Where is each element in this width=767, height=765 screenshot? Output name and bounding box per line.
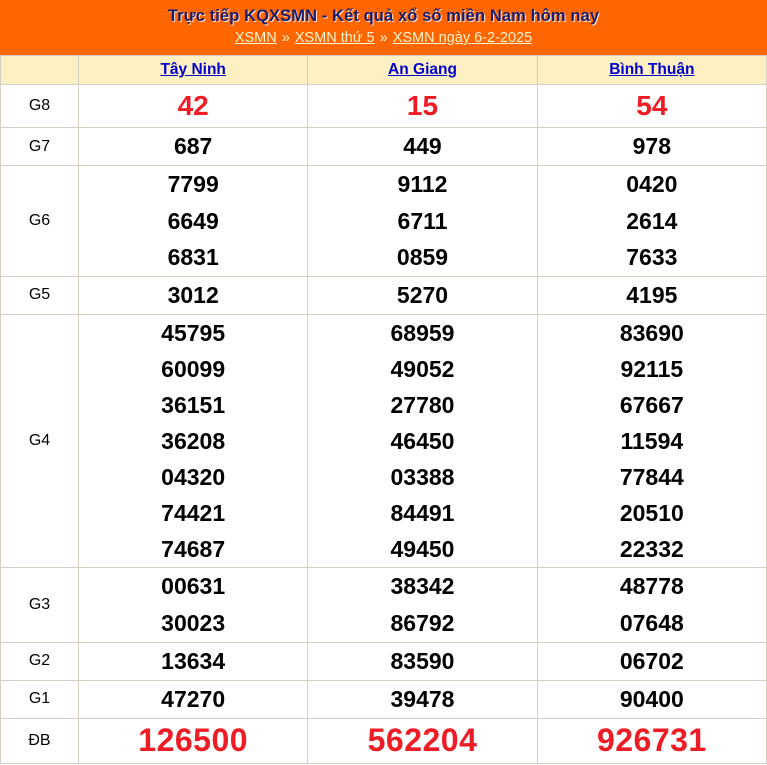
breadcrumb-link-xsmn[interactable]: XSMN [234,30,277,46]
prize-number: 84491 [390,499,455,526]
prize-cell [537,166,766,277]
prize-cell [537,128,766,166]
province-header-row [1,56,767,85]
prize-cell [79,567,308,642]
prize-cell [79,680,308,718]
prize-number: 77844 [619,463,684,490]
prize-cell [79,276,308,314]
prize-number: 978 [632,133,672,160]
corner-cell [1,56,79,85]
prize-number: 74421 [161,499,226,526]
prize-cell [537,567,766,642]
province-link[interactable]: Tây Ninh [160,61,226,78]
prize-number: 49052 [390,355,455,382]
prize-number: 6831 [167,244,219,270]
province-header-cell [308,56,537,85]
prize-number: 4195 [626,281,678,308]
prize-number: 30023 [161,609,226,636]
prize-number: 06702 [619,647,684,674]
prize-label: G6 [1,166,79,277]
prize-cell [308,276,537,314]
results-table-head [1,56,767,85]
prize-number: 9112 [397,171,448,197]
prize-cell [79,85,308,128]
breadcrumb-link-xsmn-date[interactable]: XSMN ngày 6-2-2025 [392,30,533,46]
province-link[interactable]: Bình Thuận [609,61,695,78]
prize-cell [308,128,537,166]
prize-row [1,85,767,128]
prize-number: 47270 [161,685,226,712]
prize-cell [537,314,766,567]
prize-number: 39478 [390,685,455,712]
prize-cell [79,642,308,680]
prize-number: 36151 [161,391,226,418]
prize-cell [537,642,766,680]
prize-row [1,166,767,277]
prize-number: 3012 [167,281,219,308]
prize-cell [308,567,537,642]
prize-number: 5270 [396,281,449,308]
prize-label: G2 [1,642,79,680]
prize-number: 07648 [619,609,684,636]
prize-row [1,642,767,680]
province-link[interactable]: An Giang [388,61,457,78]
prize-cell [308,680,537,718]
prize-number: 126500 [138,722,249,759]
prize-cell [308,314,537,567]
prize-cell [308,642,537,680]
prize-cell [537,718,766,763]
prize-number: 83690 [619,319,684,346]
prize-number: 7799 [167,171,219,197]
prize-cell [537,276,766,314]
prize-number: 0420 [626,171,678,197]
prize-row [1,718,767,763]
results-table-body [1,85,767,764]
prize-cell [308,718,537,763]
prize-number: 86792 [390,609,455,636]
prize-number: 67667 [619,391,684,418]
prize-cell [79,314,308,567]
prize-row [1,314,767,567]
results-table [0,55,767,764]
prize-number: 92115 [620,355,684,382]
prize-number: 13634 [161,647,226,674]
province-header-cell [79,56,308,85]
prize-cell [79,128,308,166]
prize-label: ĐB [1,718,79,763]
prize-label: G3 [1,567,79,642]
prize-label: G4 [1,314,79,567]
prize-number: 562204 [367,722,478,759]
prize-number: 15 [406,89,439,121]
prize-number: 449 [403,133,442,160]
prize-number: 7633 [626,244,678,270]
prize-cell [537,680,766,718]
prize-number: 04320 [161,463,226,490]
page-header [0,0,767,55]
breadcrumb-link-xsmn-thu-5[interactable]: XSMN thứ 5 [294,30,375,46]
prize-number: 49450 [390,535,455,562]
prize-label: G5 [1,276,79,314]
prize-number: 42 [177,89,209,121]
prize-number: 6649 [167,207,219,234]
prize-label: G7 [1,128,79,166]
prize-label: G1 [1,680,79,718]
prize-number: 38342 [390,572,455,599]
prize-number: 0859 [396,244,449,270]
prize-number: 27780 [390,391,455,418]
prize-number: 54 [636,89,668,121]
prize-number: 00631 [161,572,226,599]
province-header-cell [537,56,766,85]
prize-number: 68959 [390,319,455,346]
prize-number: 11594 [620,427,684,454]
prize-number: 36208 [161,427,226,454]
prize-number: 22332 [619,535,684,562]
prize-row [1,680,767,718]
prize-number: 687 [173,133,213,160]
prize-number: 6711 [397,207,448,234]
breadcrumb-separator: » [281,30,290,46]
breadcrumb [0,30,767,46]
page-title: Trực tiếp KQXSMN - Kết quả xổ số miền Nam hôm nay [167,7,600,25]
prize-row [1,567,767,642]
prize-cell [79,718,308,763]
prize-number: 46450 [390,427,455,454]
prize-label: G8 [1,85,79,128]
breadcrumb-separator: » [379,30,388,46]
prize-cell [79,166,308,277]
prize-number: 45795 [161,319,226,346]
prize-number: 60099 [161,355,226,382]
prize-number: 48778 [619,572,684,599]
prize-number: 2614 [626,207,678,234]
prize-row [1,128,767,166]
prize-number: 03388 [390,463,455,490]
prize-cell [537,85,766,128]
prize-cell [308,166,537,277]
prize-row [1,276,767,314]
prize-cell [308,85,537,128]
prize-number: 83590 [390,647,455,674]
prize-number: 20510 [619,499,684,526]
prize-number: 926731 [596,722,707,759]
prize-number: 90400 [619,685,684,712]
prize-number: 74687 [161,535,226,562]
